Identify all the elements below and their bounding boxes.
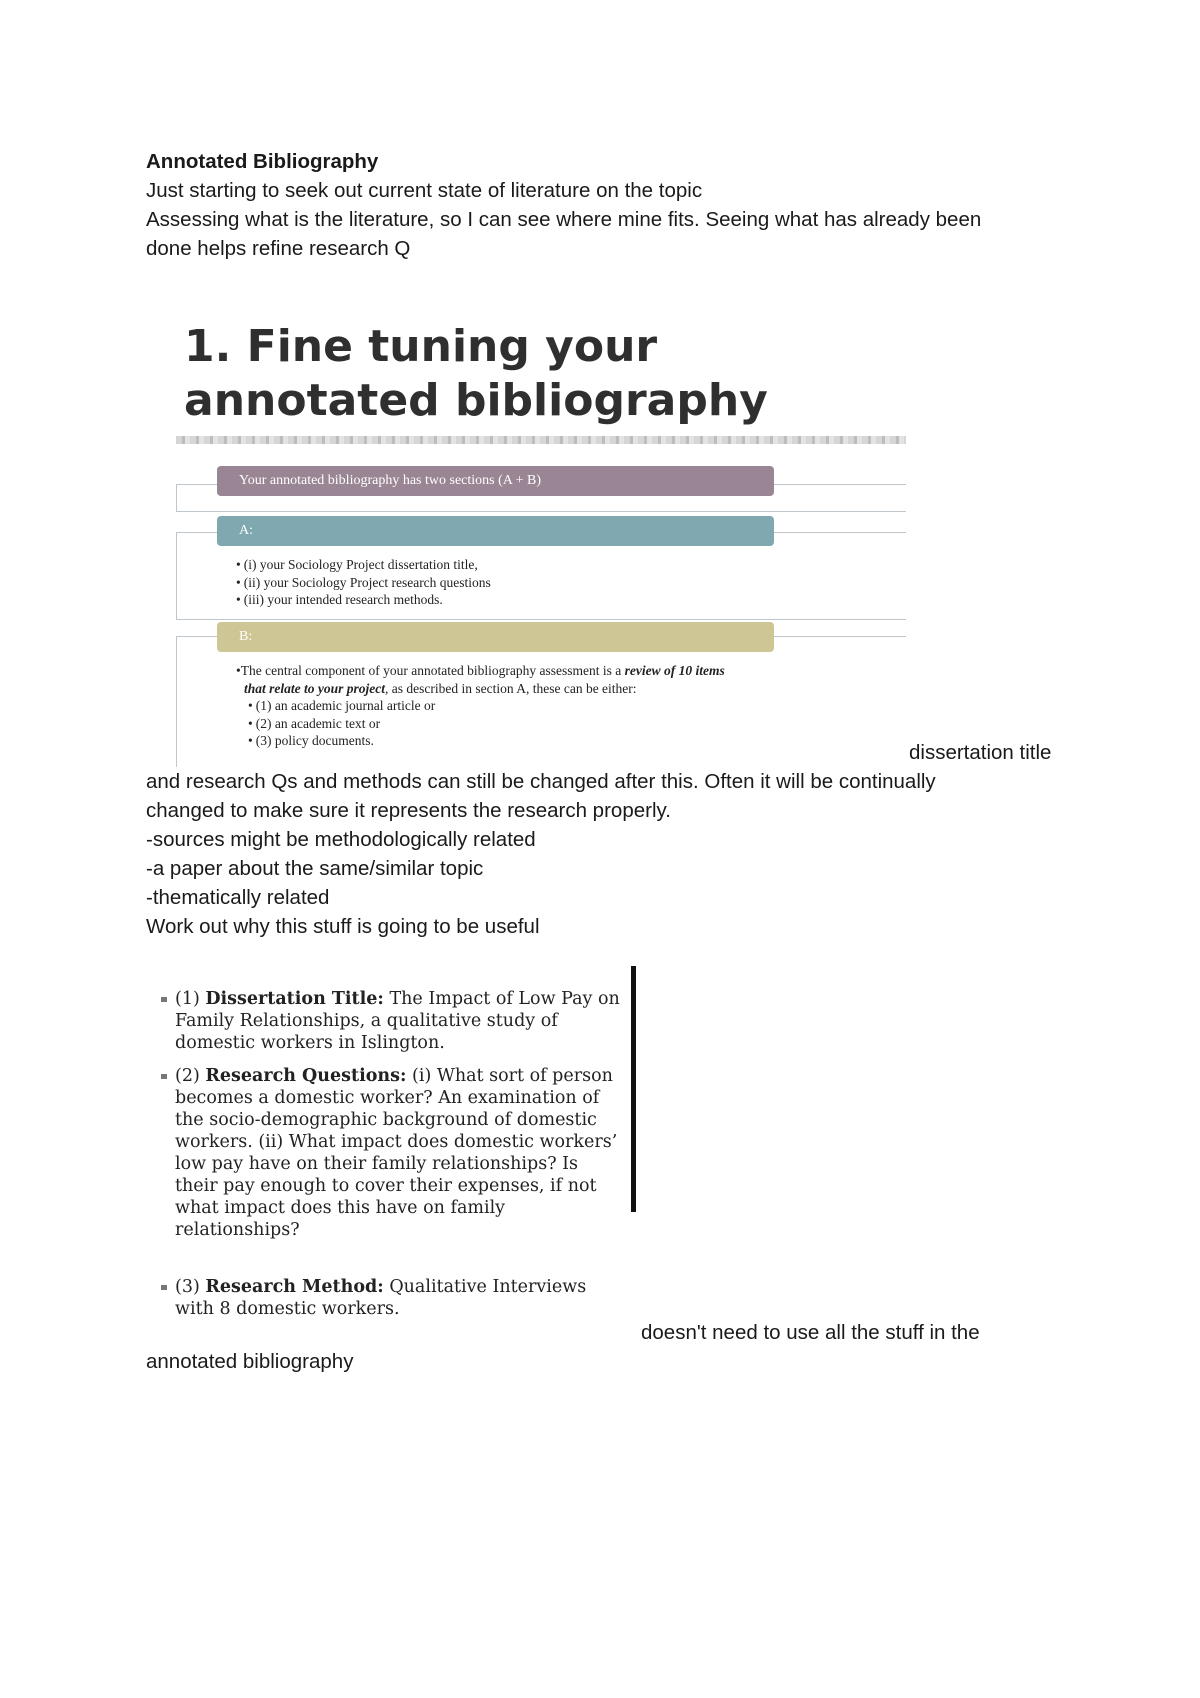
list-item: • (2) an academic text or [248, 715, 435, 733]
list-item: • (i) your Sociology Project dissertation title, [236, 556, 491, 574]
card-vertical-bar [631, 966, 636, 1212]
note-line: and research Qs and methods can still be changed after this. Often it will be continually [146, 770, 936, 793]
section-a-bar: A: [217, 516, 774, 546]
slide-image [176, 320, 906, 754]
card-item-title: (1) Dissertation Title: The Impact of Low Pay on Family Relationships, a qualitative study of domestic workers in Islington. [155, 988, 625, 1054]
card-item-questions: (2) Research Questions: (i) What sort of person becomes a domestic worker? An examination of the socio-demographic background of domestic workers. (ii) What impact does domestic workers’ low pay have on their family relationships? Is their pay enough to cover their expenses, if not what impact does this have on family relationships? [155, 1065, 625, 1265]
list-item: • (iii) your intended research methods. [236, 591, 491, 609]
note-line: Work out why this stuff is going to be useful [146, 915, 540, 938]
list-item: • (1) an academic journal article or [248, 697, 435, 715]
section-b-lead: •The central component of your annotated bibliography assessment is a review of 10 items that relate to your project, as described in section A, these can be either: [236, 663, 725, 696]
document-title: Annotated Bibliography [146, 150, 379, 173]
section-a-list [236, 556, 491, 609]
note-line: -a paper about the same/similar topic [146, 857, 484, 880]
intro-line: done helps refine research Q [146, 237, 411, 260]
section-b-list [248, 697, 435, 750]
slide-header-bar: Your annotated bibliography has two sections (A + B) [217, 466, 774, 496]
card-item-method: (3) Research Method: Qualitative Interviews with 8 domestic workers. [155, 1276, 625, 1320]
slide-section-a [176, 516, 906, 620]
slide-divider [176, 436, 906, 444]
note-line: -sources might be methodologically related [146, 828, 536, 851]
list-item: • (ii) your Sociology Project research questions [236, 574, 491, 592]
section-b-bar: B: [217, 622, 774, 652]
intro-line: Just starting to seek out current state of literature on the topic [146, 179, 703, 202]
intro-line: Assessing what is the literature, so I can see where mine fits. Seeing what has already been [146, 208, 982, 231]
note-line: annotated bibliography [146, 1350, 354, 1373]
note-line: changed to make sure it represents the research properly. [146, 799, 671, 822]
note-line: dissertation title [909, 741, 1052, 764]
slide-title: 1. Fine tuning your annotated bibliography [184, 321, 768, 426]
slide-section-b [176, 622, 906, 754]
note-line: -thematically related [146, 886, 330, 909]
list-item: • (3) policy documents. [248, 732, 435, 750]
note-line: doesn't need to use all the stuff in the [641, 1321, 980, 1344]
slide-header-section [176, 466, 906, 522]
project-details-image [155, 966, 635, 1319]
